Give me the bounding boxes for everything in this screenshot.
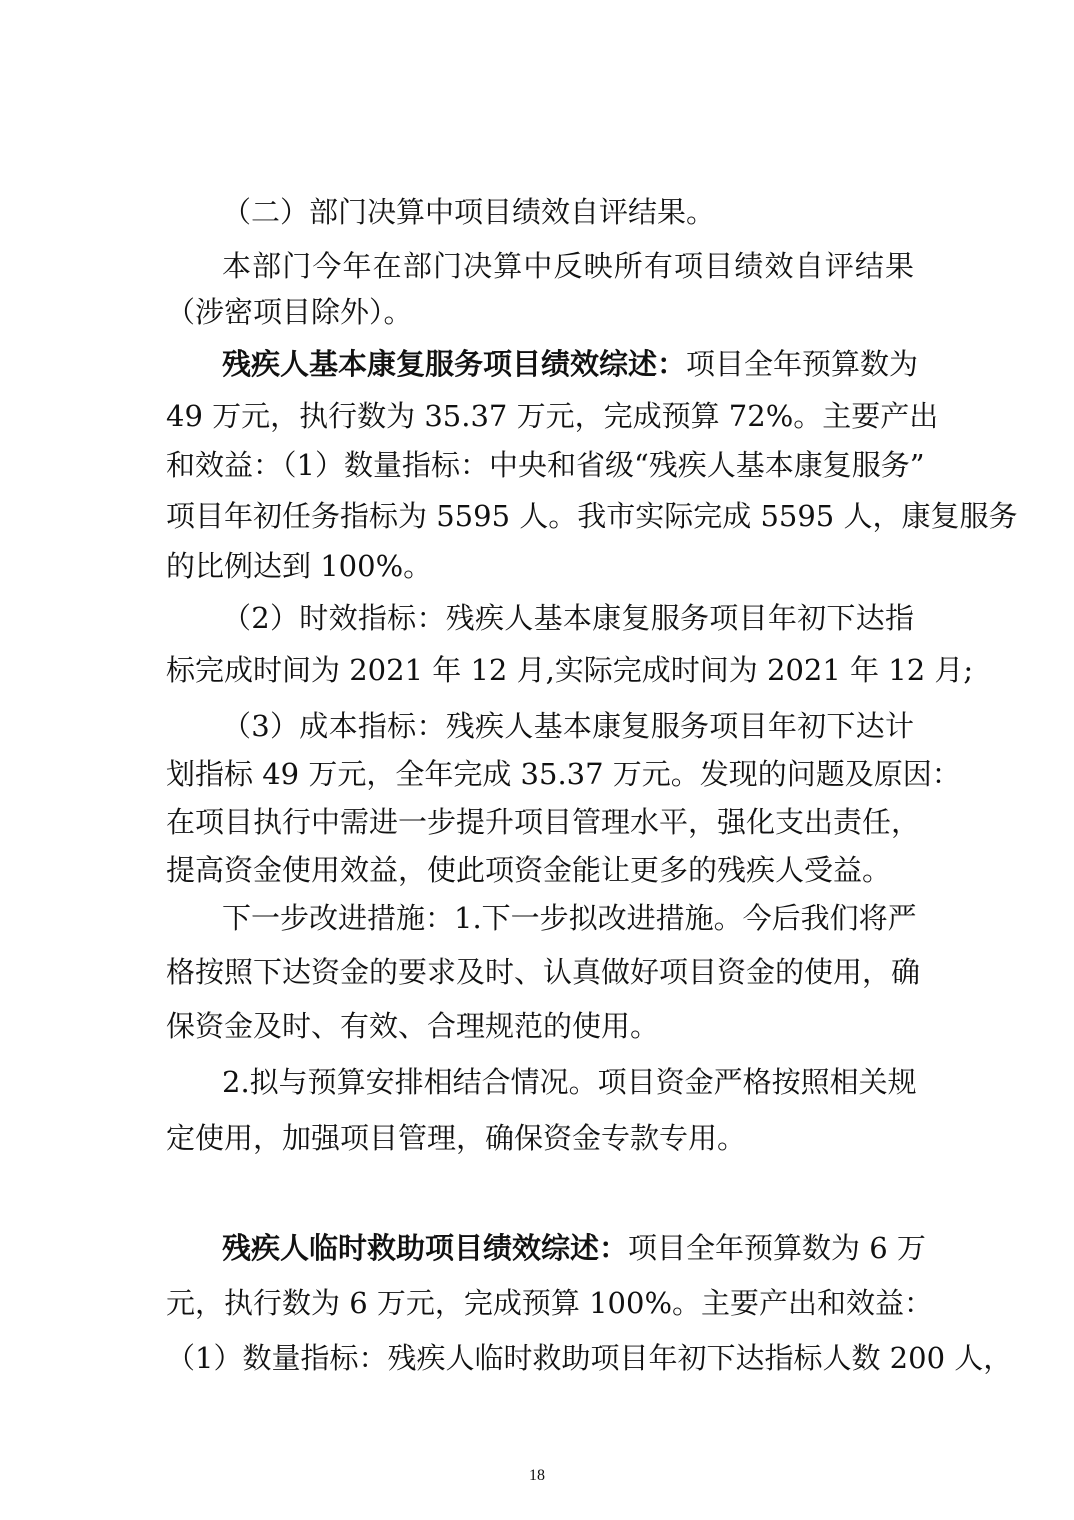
project1-improvement-1: 下一步改进措施：1.下一步拟改进措施。今后我们将严 [222, 901, 917, 935]
project1-line-5: 的比例达到 100%。 [166, 549, 433, 583]
project1-line-1: 项目全年预算数为 [686, 347, 919, 381]
project1-title: 残疾人基本康复服务项目绩效综述： [222, 347, 687, 381]
project1-cost-3: 在项目执行中需进一步提升项目管理水平，强化支出责任， [166, 805, 921, 839]
project2-title: 残疾人临时救助项目绩效综述： [222, 1231, 629, 1265]
project2-line-2: 元，执行数为 6 万元，完成预算 100%。主要产出和效益： [166, 1286, 934, 1320]
intro-line-1: 本部门今年在部门决算中反映所有项目绩效自评结果 [222, 249, 914, 283]
project1-line-2: 49 万元，执行数为 35.37 万元，完成预算 72%。主要产出 [166, 399, 939, 433]
section-heading: （二）部门决算中项目绩效自评结果。 [222, 195, 716, 229]
project1-improvement-2: 格按照下达资金的要求及时、认真做好项目资金的使用，确 [166, 955, 921, 989]
project1-line-4: 项目年初任务指标为 5595 人。我市实际完成 5595 人，康复服务 [166, 499, 1018, 533]
project2-title-line [222, 1226, 926, 1270]
project1-budget-link-2: 定使用，加强项目管理，确保资金专款专用。 [166, 1121, 747, 1155]
project2-line-3: （1）数量指标：残疾人临时救助项目年初下达指标人数 200 人， [166, 1341, 1013, 1375]
intro-line-2: （涉密项目除外）。 [166, 295, 413, 329]
project1-timeliness-2: 标完成时间为 2021 年 12 月,实际完成时间为 2021 年 12 月; [166, 653, 974, 687]
project1-title-line [222, 342, 919, 386]
project1-line-3: 和效益：（1）数量指标：中央和省级“残疾人基本康复服务” [166, 448, 925, 482]
project1-cost-2: 划指标 49 万元，全年完成 35.37 万元。发现的问题及原因： [166, 757, 961, 791]
project1-budget-link-1: 2.拟与预算安排相结合情况。项目资金严格按照相关规 [222, 1065, 917, 1099]
page-number: 18 [529, 1467, 545, 1484]
project1-cost-4: 提高资金使用效益，使此项资金能让更多的残疾人受益。 [166, 853, 892, 887]
project1-cost-1: （3）成本指标：残疾人基本康复服务项目年初下达计 [222, 709, 914, 743]
project2-line-1: 项目全年预算数为 6 万 [628, 1231, 926, 1265]
project1-improvement-3: 保资金及时、有效、合理规范的使用。 [166, 1009, 660, 1043]
project1-timeliness-1: （2）时效指标：残疾人基本康复服务项目年初下达指 [222, 601, 914, 635]
